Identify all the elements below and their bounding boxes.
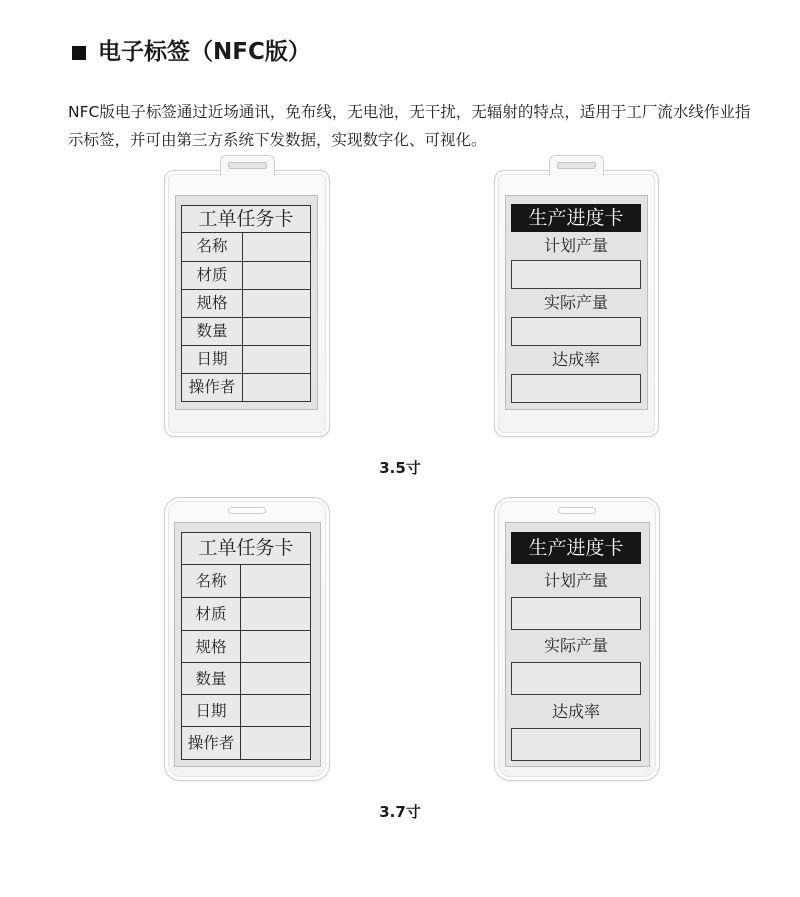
lanyard-slot xyxy=(228,507,266,514)
progress-card xyxy=(511,532,641,761)
row-value-cell xyxy=(243,262,310,289)
field-label-planned-output: 计划产量 xyxy=(543,571,608,590)
square-bullet-icon xyxy=(72,46,86,60)
field-value-box xyxy=(511,597,641,630)
field-value-box xyxy=(511,662,641,695)
field-value-box xyxy=(511,728,641,761)
field-label-planned-output: 计划产量 xyxy=(543,236,608,255)
intro-paragraph xyxy=(68,98,788,154)
field-label-completion-rate: 达成率 xyxy=(551,702,600,721)
lanyard-slot xyxy=(558,507,596,514)
table-row xyxy=(182,630,310,662)
tab-slot xyxy=(228,162,267,169)
progress-card-title: 生产进度卡 xyxy=(511,204,641,232)
field-label-actual-output: 实际产量 xyxy=(543,636,608,655)
size-caption: 3.5寸 xyxy=(379,459,421,477)
row-label: 规格 xyxy=(182,631,241,662)
hanging-tab xyxy=(220,155,275,176)
task-card-table xyxy=(181,205,311,402)
field-value-box xyxy=(511,317,641,346)
table-row xyxy=(182,317,310,345)
table-row xyxy=(182,565,310,597)
progress-card-title: 生产进度卡 xyxy=(511,532,641,564)
device-frame xyxy=(494,497,660,781)
table-row xyxy=(182,694,310,726)
tab-slot xyxy=(557,162,596,169)
table-row xyxy=(182,662,310,694)
row-label: 数量 xyxy=(182,318,243,345)
eink-screen xyxy=(505,195,648,410)
table-row xyxy=(182,345,310,373)
row-value-cell xyxy=(241,663,310,694)
field-label-completion-rate: 达成率 xyxy=(551,350,600,369)
row-value-cell xyxy=(241,631,310,662)
table-row xyxy=(182,233,310,261)
row-label: 材质 xyxy=(182,598,241,629)
size-caption: 3.7寸 xyxy=(379,803,421,821)
row-label: 数量 xyxy=(182,663,241,694)
task-card-table xyxy=(181,532,311,760)
row-label: 日期 xyxy=(182,695,241,726)
table-row xyxy=(182,289,310,317)
page-title: 电子标签（NFC版） xyxy=(98,39,311,65)
row-label: 名称 xyxy=(182,233,243,261)
row-label: 操作者 xyxy=(182,374,243,401)
row-value-cell xyxy=(243,290,310,317)
device-frame xyxy=(164,170,330,437)
row-value-cell xyxy=(241,727,310,758)
eink-screen xyxy=(505,522,650,767)
row-label: 材质 xyxy=(182,262,243,289)
row-value-cell xyxy=(243,318,310,345)
field-value-box xyxy=(511,374,641,403)
task-card-title: 工单任务卡 xyxy=(182,533,310,565)
device-frame xyxy=(164,497,330,781)
row-value-cell xyxy=(243,233,310,261)
row-value-cell xyxy=(243,374,310,401)
field-value-box xyxy=(511,260,641,289)
row-label: 规格 xyxy=(182,290,243,317)
row-label: 名称 xyxy=(182,565,241,597)
hanging-tab xyxy=(549,155,604,176)
intro-line: 示标签，并可由第三方系统下发数据，实现数字化、可视化。 xyxy=(68,131,487,149)
device-frame xyxy=(494,170,659,437)
field-label-actual-output: 实际产量 xyxy=(543,293,608,312)
table-row xyxy=(182,597,310,629)
table-row xyxy=(182,726,310,758)
row-label: 操作者 xyxy=(182,727,241,758)
row-value-cell xyxy=(241,598,310,629)
progress-card xyxy=(511,204,641,403)
row-value-cell xyxy=(241,565,310,597)
task-card-title: 工单任务卡 xyxy=(182,206,310,233)
eink-screen xyxy=(175,195,318,410)
eink-screen xyxy=(174,522,321,767)
intro-line: NFC版电子标签通过近场通讯，免布线，无电池，无干扰，无辐射的特点，适用于工厂流水线作业指 xyxy=(68,103,751,121)
row-label: 日期 xyxy=(182,346,243,373)
table-row xyxy=(182,261,310,289)
row-value-cell xyxy=(241,695,310,726)
table-row xyxy=(182,373,310,401)
row-value-cell xyxy=(243,346,310,373)
